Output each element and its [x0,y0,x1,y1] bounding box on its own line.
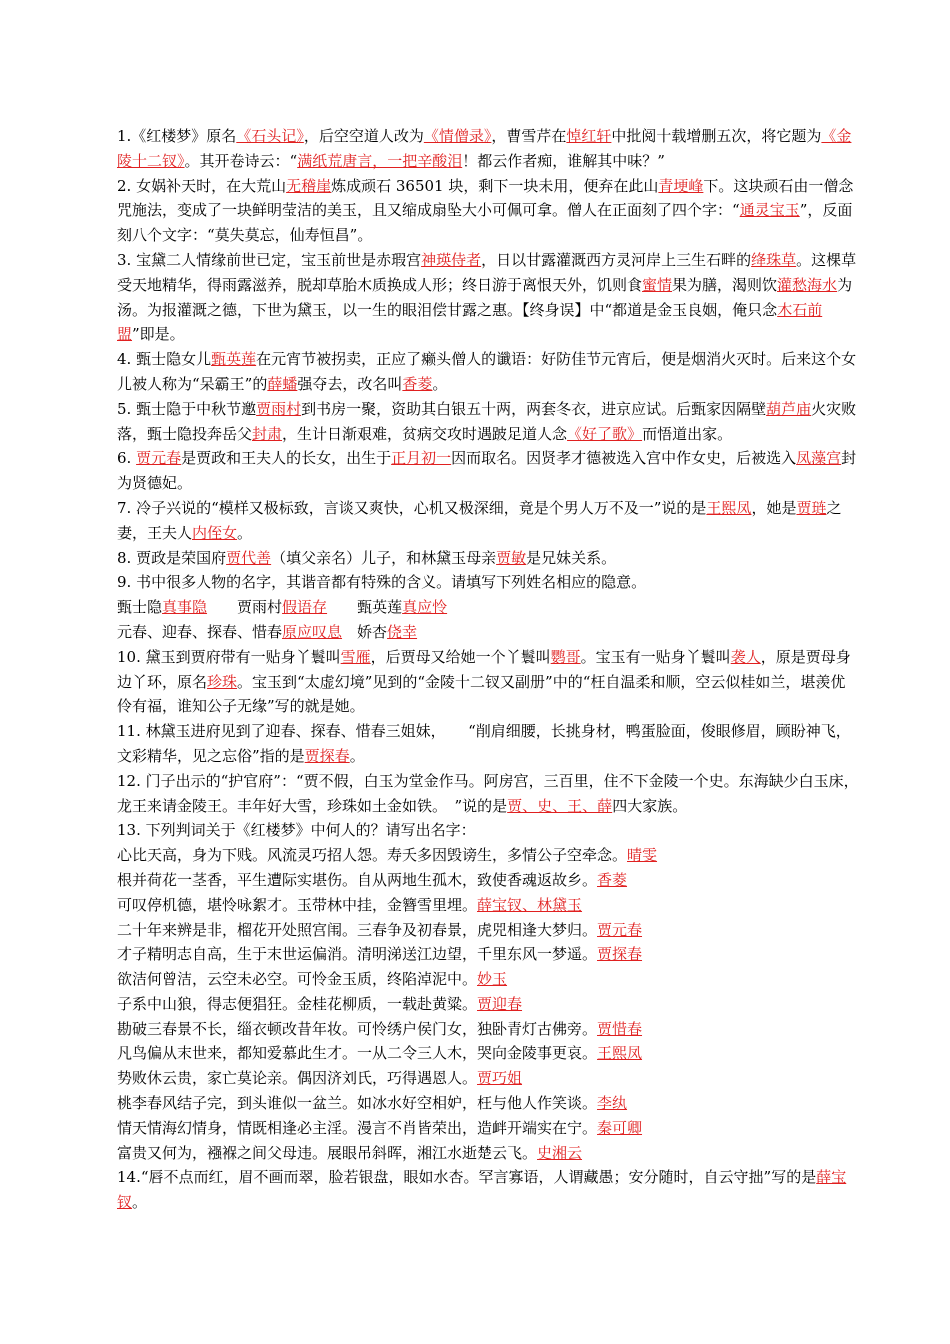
question-text: 四大家族。 [612,796,688,815]
question-text: 。 [432,374,448,393]
answer-text: 《金陵十二钗》 [117,127,852,170]
answer-text: 鹦哥 [550,647,581,666]
question-text: 才子精明志自高，生于末世运偏消。清明涕送江边望，千里东风一梦遥。 [117,945,598,964]
answer-text: 王熙凤 [597,1044,643,1063]
question-text: 12. 门子出示的“护官府”：“贾不假，白玉为堂金作马。阿房宫，三百里，住不下金陵一个史。东海缺少白玉床，龙王来请金陵王。丰年好大雪，珍珠如土金如铁。 ”说的是 [117,771,859,815]
question-text: ，后空空道人改为 [303,127,424,145]
question-paragraph [117,248,859,347]
question-text: 13. 下列判词关于《红楼梦》中何人的？请写出名字： [117,821,476,840]
question-text: 情天情海幻情身，情既相逢必主淫。漫言不肖皆荣出，造衅开端实在宁。 [117,1118,598,1137]
question-text: 是贾政和王夫人的长女，出生于 [181,449,392,468]
answer-text: 王熙凤 [706,498,752,517]
question-paragraph [117,174,859,248]
answer-text: 贾元春 [136,449,182,468]
answer-text: 贾元春 [597,920,643,939]
answer-text: 贾惜春 [597,1019,643,1038]
question-text: 子系中山狼，得志便猖狂。金桂花柳质，一载赴黄粱。 [117,994,478,1013]
answer-text: 贾巧姐 [477,1069,523,1088]
question-text: ，日以甘露灌溉西方灵河岸上三生石畔的 [481,250,752,269]
answer-text: 妙玉 [477,970,508,989]
question-text: 9. 书中很多人物的名字，其谐音都有特殊的含义。请填写下列姓名相应的隐意。 [117,573,647,592]
question-text: 因而取名。因贤孝才德被选入宫中作女史，后被选入 [451,449,797,468]
answer-text: 贾代善 [226,548,272,567]
question-paragraph [117,595,859,620]
answer-text: 神瑛侍者 [421,250,482,269]
question-paragraph [117,546,859,571]
question-text: 贾雨村 [207,598,283,617]
question-text: 。这棵草受天地精华，得雨露滋养，脱却草胎木质换成人形；终日游于离恨天外，饥则食 [117,250,857,294]
question-paragraph [117,496,859,546]
answer-text: 侥幸 [387,622,418,641]
answer-text: 甄英莲 [211,350,257,369]
question-text: 10. 黛玉到贾府带有一贴身丫鬟叫 [117,647,341,666]
question-paragraph [117,893,859,918]
answer-text: 贾探春 [597,945,643,964]
question-text: 二十年来辨是非，榴花开处照宫闱。三春争及初春景，虎兕相逢大梦归。 [117,920,598,939]
answer-text: 薛宝钗 [117,1168,847,1212]
answer-text: 悼红轩 [566,127,612,145]
question-paragraph [117,719,859,769]
question-text: 。 [237,523,253,542]
answer-text: 贾敏 [496,548,527,567]
answer-text: 晴雯 [627,846,658,865]
question-text: 11. 林黛玉进府见到了迎春、探春、惜春三姐妹， “削肩细腰，长挑身材，鸭蛋脸面，俊眼修眉，顾盼神飞，文彩精华，见之忘俗”指的是 [117,722,851,765]
question-paragraph [117,570,859,595]
question-paragraph [117,918,859,943]
question-text: 可叹停机德，堪怜咏絮才。玉带林中挂，金簪雪里埋。 [117,895,478,914]
question-paragraph [117,347,859,397]
question-text: ”，反面刻八个文字：“莫失莫忘，仙寿恒昌”。 [117,201,853,245]
question-paragraph [117,1165,859,1215]
question-paragraph [117,818,859,843]
answer-text: 凤藻宫 [796,449,842,468]
question-text: 富贵又何为，襁褓之间父母违。展眼吊斜晖，湘江水逝楚云飞。 [117,1143,538,1162]
question-paragraph [117,1066,859,1091]
question-text: 势败休云贵，家亡莫论亲。偶因济刘氏，巧得遇恩人。 [117,1069,478,1088]
answer-text: 通灵宝玉 [739,201,800,220]
question-text: 14.“唇不点而红，眉不画而翠，脸若银盘，眼如水杏。罕言寡语，人谓藏愚；安分随时，自云守拙”写的是 [117,1168,817,1187]
question-paragraph [117,446,859,496]
question-paragraph [117,1091,859,1116]
question-text: 封为贤德妃。 [117,449,857,493]
answer-text: 青埂峰 [658,176,704,195]
question-text: 。其开卷诗云：“ [184,151,298,170]
answer-text: 雪雁 [340,647,371,666]
question-text: 中批阅十载增删五次，将它题为 [611,127,822,145]
question-text: ！都云作者痴，谁解其中味？” [462,151,665,170]
answer-text: 《好了歌》 [567,424,643,443]
answer-text: 绛珠草 [751,250,797,269]
question-text: ，后贾母又给她一个丫鬟叫 [370,647,551,666]
question-text: 4. 甄士隐女儿 [117,350,212,369]
answer-text: 《情僧录》 [423,127,492,145]
question-text: ”即是。 [132,325,185,344]
question-text: 心比天高，身为下贱。风流灵巧招人怨。寿夭多因毁谤生，多情公子空牵念。 [117,846,628,865]
question-text: 6. [117,449,137,468]
answer-text: 真应怜 [402,598,448,617]
question-text: 3. 宝黛二人情缘前世已定，宝玉前世是赤瑕宫 [117,250,422,269]
answer-text: 封肃 [252,424,283,443]
question-text: 桃李春风结子完，到头谁似一盆兰。如冰水好空相妒，枉与他人作笑谈。 [117,1094,598,1113]
question-paragraph [117,868,859,893]
question-text: 强夺去，改名叫 [297,374,403,393]
question-paragraph [117,620,859,645]
answer-text: 真事隐 [162,598,208,617]
answer-text: 贾琏 [796,498,827,517]
answer-text: 史湘云 [537,1143,583,1162]
question-paragraph [117,1116,859,1141]
answer-text: 李纨 [597,1094,628,1113]
answer-text: 贾、史、王、薛 [507,796,613,815]
question-text: 勘破三春景不长，缁衣顿改昔年妆。可怜绣户侯门女，独卧青灯古佛旁。 [117,1019,598,1038]
answer-text: 香菱 [402,374,433,393]
question-paragraph [117,967,859,992]
question-paragraph [117,769,859,819]
answer-text: 原应叹息 [282,622,343,641]
question-paragraph [117,1141,859,1166]
answer-text: 薛宝钗、林黛玉 [477,895,583,914]
question-text: 是兄妹关系。 [526,548,617,567]
question-text: 甄士隐 [117,598,163,617]
question-text: ，曹雪芹在 [491,127,567,145]
question-text: ，她是 [751,498,797,517]
question-text: 下。这块顽石由一僧念咒施法，变成了一块鲜明莹洁的美玉，且又缩成扇坠大小可佩可拿。僧人在正面刻了四个字：“ [117,176,854,220]
answer-text: 秦可卿 [597,1118,643,1137]
question-text: 欲洁何曾洁，云空未必空。可怜金玉质，终陷淖泥中。 [117,970,478,989]
question-text: 为汤。为报灌溉之德，下世为黛玉，以一生的眼泪偿甘露之惠。【终身误】中“都道是金玉良姻，俺只念 [117,275,853,319]
question-paragraph [117,397,859,447]
answer-text: 珍珠 [207,672,238,691]
question-paragraph [117,992,859,1017]
answer-text: 灌愁海水 [777,275,838,294]
answer-text: 正月初一 [391,449,452,468]
question-text: 。宝玉有一贴身丫鬟叫 [580,647,731,666]
question-text: 甄英莲 [327,598,403,617]
document-body [117,124,859,1215]
question-text: 2. 女娲补天时，在大荒山 [117,176,287,195]
answer-text: 假语存 [282,598,328,617]
answer-text: 贾迎春 [477,994,523,1013]
question-text: 7. 冷子兴说的“模样又极标致，言谈又爽快，心机又极深细，竟是个男人万不及一”说的是 [117,498,707,517]
question-paragraph [117,942,859,967]
question-text: 果为膳，渴则饮 [672,275,778,294]
question-text: 到书房一聚，资助其白银五十两，两套冬衣，进京应试。后甄家因隔壁 [301,399,767,418]
answer-text: 《石头记》 [236,127,304,145]
question-text: ，原是贾母身边丫环，原名 [117,647,851,691]
question-text: 8. 贾政是荣国府 [117,548,227,567]
answer-text: 蜜情 [642,275,673,294]
question-paragraph [117,1017,859,1042]
question-paragraph [117,1041,859,1066]
answer-text: 香菱 [597,870,628,889]
answer-text: 贾雨村 [256,399,302,418]
question-text: 元春、迎春、探春、惜春 [117,622,283,641]
answer-text: 木石前盟 [117,300,823,344]
question-paragraph [117,124,859,174]
question-text: 娇杏 [342,622,388,641]
answer-text: 袭人 [730,647,761,666]
answer-text: 满纸荒唐言，一把辛酸泪 [297,151,463,170]
answer-text: 薛蟠 [267,374,298,393]
question-text: 。宝玉到“太虚幻境”见到的“金陵十二钗又副册”中的“枉自温柔和顺，空云似桂如兰，堪羡优伶有福，谁知公子无缘”写的就是她。 [117,672,846,716]
answer-text: 无稽崖 [286,176,332,195]
question-paragraph [117,843,859,868]
question-text: 凡鸟偏从末世来，都知爱慕此生才。一从二令三人木，哭向金陵事更哀。 [117,1044,598,1063]
question-text: ，生计日渐艰难，贫病交攻时遇跛足道人念 [282,424,568,443]
question-text: 炼成顽石 36501 块，剩下一块未用，便弃在此山 [331,176,659,195]
question-text: 5. 甄士隐于中秋节邀 [117,399,257,418]
question-text: 。 [349,746,365,765]
answer-text: 内侄女 [192,523,238,542]
question-text: 根并荷花一茎香，平生遭际实堪伤。自从两地生孤木，致使香魂返故乡。 [117,870,598,889]
answer-text: 贾探春 [304,746,350,765]
question-text: 1.《红楼梦》原名 [117,127,237,145]
question-text: 在元宵节被拐卖，正应了癞头僧人的谶语：好防佳节元宵后，便是烟消火灭时。后来这个女儿被人称为“呆霸王”的 [117,350,857,393]
question-text: 。 [132,1193,148,1212]
question-text: （填父亲名）儿子，和林黛玉母亲 [271,548,497,567]
answer-text: 葫芦庙 [766,399,812,418]
question-text: 之妻，王夫人 [117,498,842,542]
question-text: 火灾败落，甄士隐投奔岳父 [117,399,857,443]
question-text: 而悟道出家。 [642,424,733,443]
question-paragraph [117,645,859,719]
